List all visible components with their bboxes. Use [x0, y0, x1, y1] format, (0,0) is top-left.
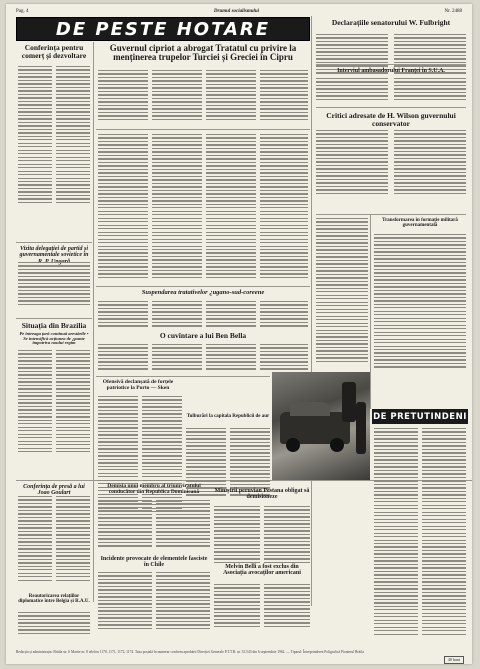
article-text — [206, 70, 256, 122]
headline: Vizita delegației de partid și guvernamentale sovietice în — [19, 246, 89, 259]
article-text — [206, 344, 256, 372]
headline: Guvernul cipriot a abrogat Tratatul cu privire la menținerea trupelor Turciei și Greciei în Cipru — [109, 43, 297, 63]
article-text — [18, 350, 52, 455]
column-rule — [370, 214, 371, 409]
column-rule — [93, 42, 94, 602]
article-text — [156, 500, 210, 549]
photo-wheel — [286, 438, 300, 452]
article-text — [98, 134, 148, 280]
article-text — [316, 218, 368, 364]
headline: Interviul ambasadorului Franței în S.U.A. — [337, 68, 445, 74]
article-text — [98, 301, 148, 329]
article-text — [214, 584, 260, 629]
imprint-footer: Redacția și administrația: Brăila str. 6 Martie nr. 8 telefon 1170, 1171, 1172, 1174. Taxa poștală în numerar conform aprobării Direcției Generale P.T.T.R. nr. 33.543 din 6 septembrie 1962. — Tiparul: Întreprinderea Poligrafică Pionierul Brăila — [16, 650, 364, 654]
section-box-title: DE PRETUTINDENI — [373, 411, 467, 422]
price-box: 40 bani — [444, 656, 464, 664]
section-box — [372, 409, 468, 424]
article-text — [98, 500, 152, 549]
running-header — [16, 7, 462, 15]
article-text — [18, 262, 90, 307]
article-text — [260, 70, 308, 122]
article-text — [98, 396, 138, 514]
article-text — [394, 78, 466, 102]
article-text — [56, 66, 90, 216]
headline: Suspendarea tratativelor ¿ugano-sud-coreene — [141, 289, 265, 296]
article-text — [260, 134, 308, 280]
subheadline: Pe întreaga țară continuă arestările • Se intensifică acțiunea de ¿punte împotriva noului regim — [19, 331, 89, 346]
article-text — [374, 428, 418, 637]
article-text — [214, 506, 260, 565]
headline: Melvin Belli a fost exclus din Asociația avocaților americani — [223, 564, 301, 577]
headline: Ofensivă declanșată de forțele patriotice la Porto — Sken — [102, 379, 174, 391]
article-text — [18, 66, 52, 216]
article-text — [394, 130, 466, 196]
section-rule — [316, 214, 466, 215]
headline: Critici adresate de H. Wilson guvernului conservator — [326, 111, 456, 128]
article-text — [316, 78, 388, 102]
article-text — [264, 584, 310, 629]
article-text — [264, 506, 310, 565]
section-rule — [96, 286, 310, 287]
section-rule — [16, 242, 92, 243]
headline: Declarațiile senatorului W. Fulbright — [331, 18, 451, 27]
article-text — [18, 496, 52, 583]
article-text — [142, 396, 182, 514]
article-text — [152, 301, 202, 329]
article-text — [98, 572, 152, 631]
article-text — [260, 301, 308, 329]
article-text — [152, 344, 202, 372]
newspaper-name: Drumul socialismului — [213, 8, 260, 14]
newspaper-page — [6, 4, 472, 664]
photo-wheel — [330, 438, 344, 452]
headline: Incidente provocate de elementele fasciste în Chile — [100, 556, 208, 569]
section-rule — [96, 129, 310, 130]
headline: Situația din Brazilia — [21, 321, 87, 330]
headline: Demisia unui membru al triumviratului conducător din Republica Dominicană — [107, 483, 201, 495]
banner-title: DE PESTE HOTARE — [55, 18, 271, 40]
column-rule — [311, 16, 312, 606]
section-rule — [16, 318, 92, 319]
article-text — [98, 344, 148, 372]
article-text — [152, 134, 202, 280]
issue-number: Nr. 2488 — [444, 8, 462, 14]
headline: Conferința de presă a lui Joao Goulart — [23, 484, 85, 497]
article-text — [422, 428, 466, 637]
article-text — [206, 134, 256, 280]
article-text — [56, 350, 90, 455]
news-photo — [272, 372, 370, 480]
headline: Transformarea în formație militară guvernamentală — [382, 218, 458, 229]
article-text — [56, 496, 90, 583]
headline: O cuvîntare a lui Ben Bella — [159, 331, 247, 340]
photo-figure — [356, 402, 366, 454]
headline: Conferința pentru comerț și dezvoltare — [21, 43, 87, 60]
article-text — [260, 344, 308, 372]
article-text — [374, 234, 466, 370]
headline: Miniștrii peruvian Pestana obligat să demisioneze — [214, 488, 310, 501]
article-text — [98, 70, 148, 122]
article-text — [156, 572, 210, 631]
article-text — [18, 612, 90, 636]
article-text — [206, 301, 256, 329]
article-text — [152, 70, 202, 122]
headline: Reautorizarea relațiilor diplomatice între Belgia și R.A.U. — [18, 594, 90, 605]
page-number: Pag. 4 — [16, 8, 29, 14]
headline: Tulburări la capitala Republicii de aur — [186, 414, 270, 419]
section-rule — [316, 107, 466, 108]
section-rule — [96, 376, 270, 377]
section-banner — [16, 17, 310, 41]
photo-figure — [342, 382, 356, 422]
article-text — [316, 130, 388, 196]
